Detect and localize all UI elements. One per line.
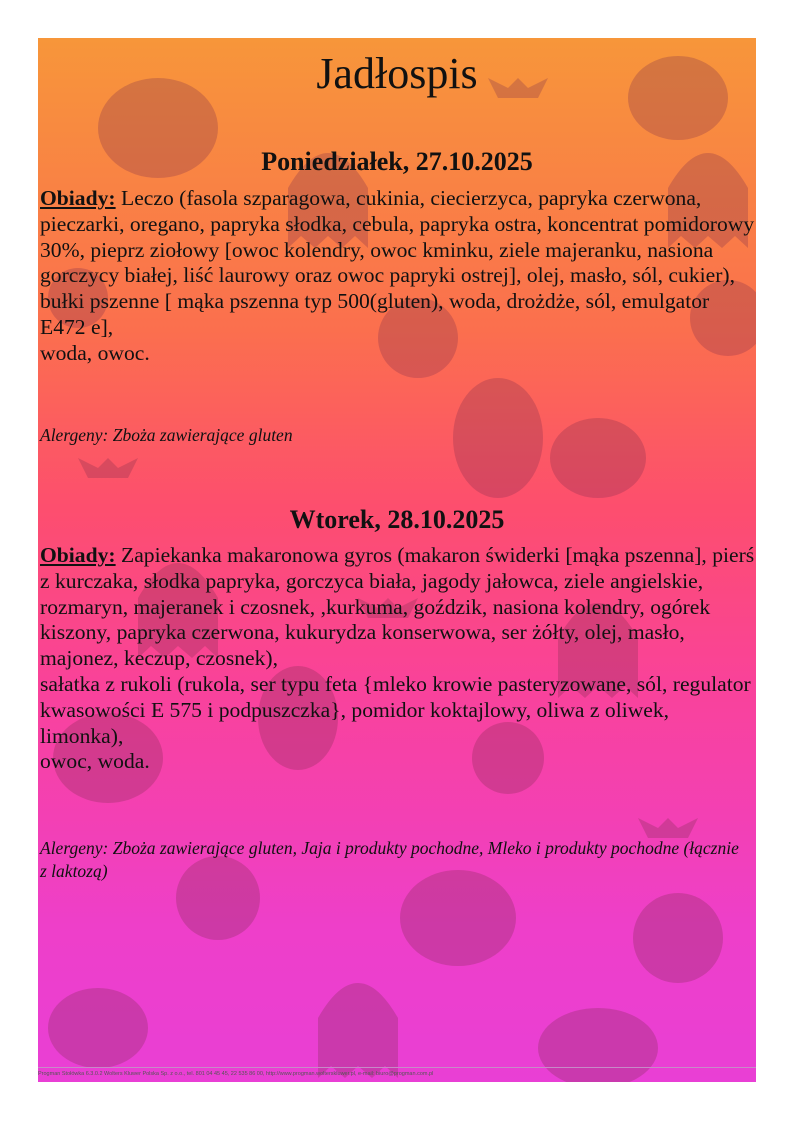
day-menu-monday: [40, 186, 756, 367]
footer-text: Progman Stołówka 6.3.0.2 Wolters Kluwer Polska Sp. z o.o., tel. 801 04 45 45, 22 535 86 00, http://www.progman.wolterskluwer.pl, e-mail: biuro@progman.com.pl: [38, 1071, 434, 1077]
pumpkin-icon: [48, 988, 148, 1068]
meal-description: [40, 186, 756, 341]
footer-divider: [38, 1067, 756, 1068]
meal-text: Zapiekanka makaronowa gyros (makaron świderki [mąka pszenna], pierś z kurczaka, słodka papryka, gorczyca biała, jagody jałowca, ziele angielskie, rozmaryn, majeranek i czosnek, ,kurkuma, goździk, nasiona kolendry, ogórek kiszony, papryka czerwona, kukurydza konserwowa, ser żółty, olej, masło, majonez, keczup, czosnek),: [40, 543, 755, 671]
meal-text: Leczo (fasola szparagowa, cukinia, ciecierzyca, papryka czerwona, pieczarki, oregano, papryka słodka, cebula, papryka ostra, koncentrat pomidorowy 30%, pieprz ziołowy [owoc kolendry, owoc kminku, ziele majeranku, nasiona gorczycy białej, liść laurowy oraz owoc papryki ostrej], olej, masło, sól, cukier), bułki pszenne [ mąka pszenna typ 500(gluten), woda, drożdże, sól, emulgator E472 e],: [40, 186, 755, 339]
ghost-icon: [318, 983, 398, 1078]
allergens-tuesday: Alergeny: Zboża zawierające gluten, Jaja i produkty pochodne, Mleko i produkty pochodne (łącznie z laktozą): [40, 838, 739, 881]
day-heading-tuesday: Wtorek, 28.10.2025: [289, 505, 505, 534]
bat-icon: [78, 458, 138, 478]
page-title: Jadłospis: [316, 49, 478, 98]
meal-extra: owoc, woda.: [40, 749, 150, 774]
meal-description: [40, 543, 756, 672]
menu-sheet: [38, 38, 756, 1082]
skull-icon: [633, 893, 723, 983]
day-heading-monday: Poniedziałek, 27.10.2025: [261, 147, 533, 176]
meal-label: Obiady:: [40, 186, 116, 210]
meal-extra: woda, owoc.: [40, 340, 150, 365]
pumpkin-icon: [400, 870, 516, 966]
meal-label: Obiady:: [40, 543, 116, 567]
allergens-monday: Alergeny: Zboża zawierające gluten: [40, 425, 293, 445]
meal-salad: sałatka z rukoli (rukola, ser typu feta {mleko krowie pasteryzowane, sól, regulator kwasowości E 575 i podpuszczka}, pomidor koktajlowy, oliwa z oliwek, limonka),: [40, 671, 751, 748]
bat-icon: [638, 818, 698, 838]
day-menu-tuesday: [40, 543, 756, 775]
